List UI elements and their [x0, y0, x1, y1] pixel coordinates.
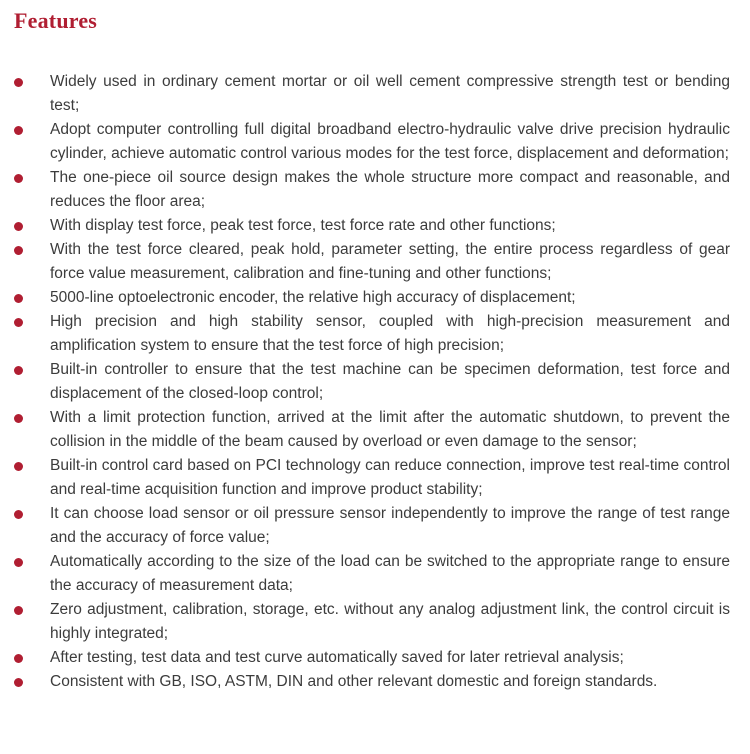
bullet-column — [14, 454, 50, 471]
feature-text: Built-in control card based on PCI technology can reduce connection, improve test real-time control and real-time acquisition function and improve product stability; — [50, 457, 730, 498]
feature-list-item — [14, 238, 730, 286]
feature-text: High precision and high stability sensor, coupled with high-precision measurement and amplification system to ensure that the test force of high precision; — [50, 313, 730, 354]
feature-text: Built-in controller to ensure that the test machine can be specimen deformation, test force and displacement of the closed-loop control; — [50, 361, 730, 402]
feature-list-item — [14, 118, 730, 166]
feature-list-item — [14, 550, 730, 598]
feature-text: Automatically according to the size of the load can be switched to the appropriate range to ensure the accuracy of measurement data; — [50, 553, 730, 594]
feature-list-item — [14, 406, 730, 454]
bullet-icon — [14, 318, 23, 327]
bullet-column — [14, 310, 50, 327]
feature-text: Zero adjustment, calibration, storage, etc. without any analog adjustment link, the control circuit is highly integrated; — [50, 601, 730, 642]
feature-text: With the test force cleared, peak hold, parameter setting, the entire process regardless of gear force value measurement, calibration and fine-tuning and other functions; — [50, 241, 730, 282]
bullet-icon — [14, 678, 23, 687]
page-title: Features — [14, 8, 98, 33]
bullet-column — [14, 214, 50, 231]
bullet-icon — [14, 126, 23, 135]
feature-text: Consistent with GB, ISO, ASTM, DIN and other relevant domestic and foreign standards. — [50, 673, 658, 690]
bullet-column — [14, 286, 50, 303]
feature-text: Adopt computer controlling full digital broadband electro-hydraulic valve drive precision hydraulic cylinder, achieve automatic control various modes for the test force, displacement and deformation; — [50, 121, 730, 162]
bullet-column — [14, 118, 50, 135]
bullet-icon — [14, 222, 23, 231]
bullet-icon — [14, 558, 23, 567]
bullet-icon — [14, 414, 23, 423]
feature-list-item — [14, 310, 730, 358]
bullet-column — [14, 550, 50, 567]
bullet-column — [14, 502, 50, 519]
bullet-column — [14, 70, 50, 87]
feature-text: The one-piece oil source design makes the whole structure more compact and reasonable, and reduces the floor area; — [50, 169, 730, 210]
bullet-column — [14, 598, 50, 615]
bullet-column — [14, 238, 50, 255]
bullet-icon — [14, 606, 23, 615]
feature-list-item — [14, 670, 730, 694]
feature-list-item — [14, 646, 730, 670]
bullet-icon — [14, 246, 23, 255]
feature-text: With a limit protection function, arrived at the limit after the automatic shutdown, to prevent the collision in the middle of the beam caused by overload or even damage to the sensor; — [50, 409, 730, 450]
bullet-icon — [14, 366, 23, 375]
bullet-icon — [14, 510, 23, 519]
feature-list-item — [14, 502, 730, 550]
bullet-column — [14, 358, 50, 375]
bullet-icon — [14, 654, 23, 663]
feature-list-item — [14, 70, 730, 118]
bullet-column — [14, 406, 50, 423]
feature-list-item — [14, 454, 730, 502]
bullet-column — [14, 670, 50, 687]
bullet-icon — [14, 78, 23, 87]
feature-text: It can choose load sensor or oil pressure sensor independently to improve the range of test range and the accuracy of force value; — [50, 505, 730, 546]
bullet-icon — [14, 294, 23, 303]
feature-list-item — [14, 598, 730, 646]
feature-list-item — [14, 358, 730, 406]
feature-text: 5000-line optoelectronic encoder, the relative high accuracy of displacement; — [50, 289, 576, 306]
bullet-icon — [14, 462, 23, 471]
feature-text: With display test force, peak test force, test force rate and other functions; — [50, 217, 556, 234]
feature-text: After testing, test data and test curve automatically saved for later retrieval analysis; — [50, 649, 624, 666]
bullet-column — [14, 646, 50, 663]
bullet-column — [14, 166, 50, 183]
feature-list-item — [14, 166, 730, 214]
features-list — [14, 70, 730, 694]
feature-list-item — [14, 214, 730, 238]
feature-list-item — [14, 286, 730, 310]
feature-text: Widely used in ordinary cement mortar or oil well cement compressive strength test or bending test; — [50, 73, 730, 114]
bullet-icon — [14, 174, 23, 183]
